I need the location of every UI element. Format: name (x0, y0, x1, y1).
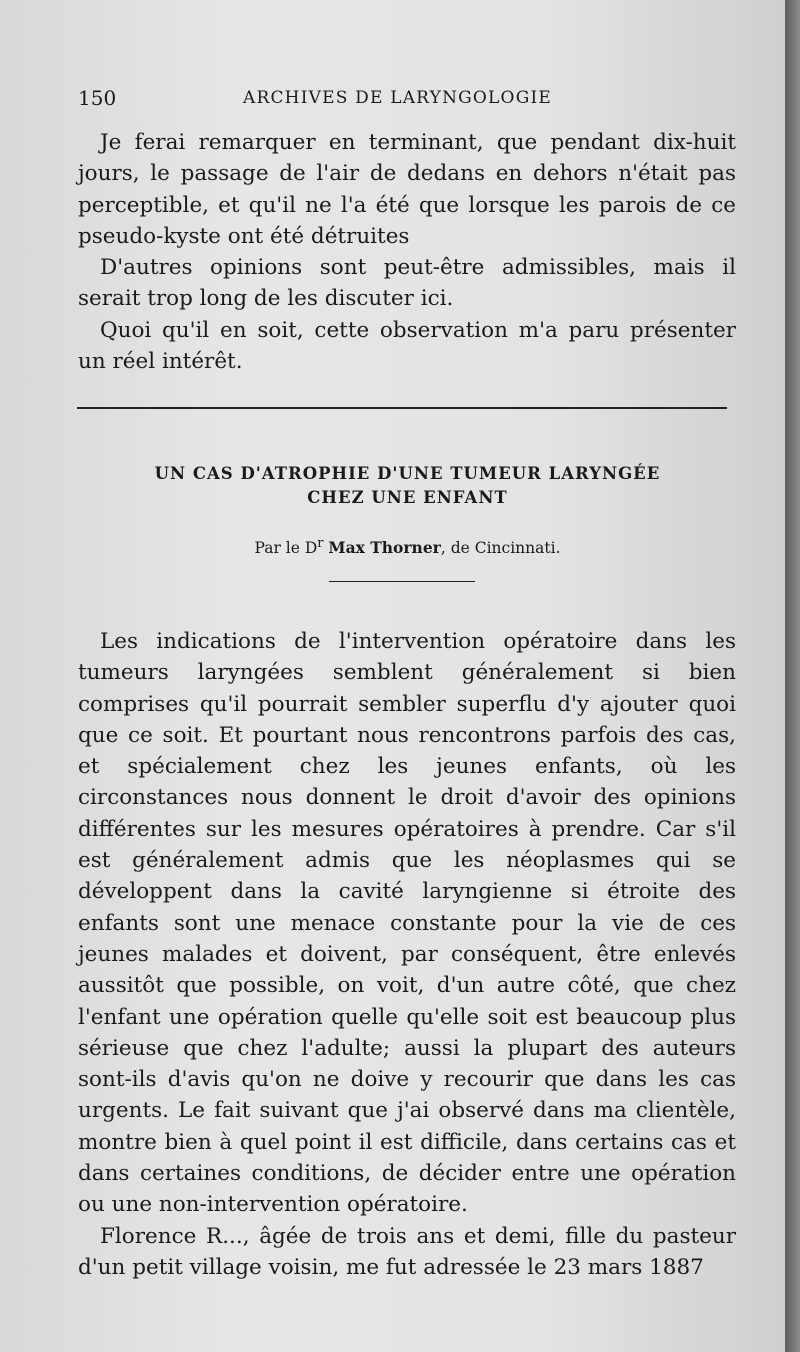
section-divider (77, 407, 727, 409)
article-title-line-2: CHEZ UNE ENFANT (307, 488, 508, 507)
journal-title: ARCHIVES DE LARYNGOLOGIE (243, 88, 552, 108)
article-title (80, 462, 735, 510)
paragraph: Quoi qu'il en soit, cette observation m'a paru présenter un réel intérêt. (78, 317, 736, 375)
page-number: 150 (78, 86, 117, 110)
running-head (78, 86, 728, 116)
paragraph: D'autres opinions sont peut-être admissibles, mais il serait trop long de les discuter ici. (78, 255, 736, 312)
byline-prefix: Par le D (254, 539, 318, 558)
paragraph: Florence R..., âgée de trois ans et demi, fille du pasteur d'un petit village voisin, me fut adressée le 23 mars 1887 (78, 1223, 736, 1280)
paragraph: Je ferai remarquer en terminant, que pendant dix-huit jours, le passage de l'air de dedans en dehors n'était pas perceptible, et qu'il ne l'a été que lorsque les parois de ce pseudo-kyste ont été détruites (78, 130, 736, 249)
byline (80, 536, 735, 557)
article-title-line-1: UN CAS D'ATROPHIE D'UNE TUMEUR LARYNGÉE (154, 464, 661, 483)
byline-superscript: r (317, 536, 324, 551)
author-name: Max Thorner (328, 538, 441, 558)
title-underline-rule (329, 581, 475, 582)
byline-affiliation: , de Cincinnati. (440, 539, 561, 558)
paragraph: Les indications de l'intervention opératoire dans les tumeurs laryngées semblent généralement si bien comprises qu'il pourrait sembler superflu d'y ajouter quoi que ce soit. Et pourtant nous rencontrons parfois des cas, et spécialement chez les jeunes enfants, où les circonstances nous donnent le droit d'avoir des opinions différentes sur les mesures opératoires à prendre. Car s'il est généralement admis que les néoplasmes qui se développent dans la cavité laryngienne si étroite des enfants sont une menace constante pour la vie de ces jeunes malades et doivent, par conséquent, être enlevés aussitôt que possible, on voit, d'un autre côté, que chez l'enfant une opération quelle qu'elle soit est beaucoup plus sérieuse que chez l'adulte; aussi la plupart des auteurs sont-ils d'avis qu'on ne doive y recourir que dans les cas urgents. Le fait suivant que j'ai observé dans ma clientèle, montre bien à quel point il est difficile, dans certains cas et dans certaines conditions, de décider entre une opération ou une non-intervention opératoire. (78, 629, 736, 1218)
previous-article-conclusion (78, 127, 736, 377)
page-gutter-shadow (785, 0, 800, 1352)
article-body (78, 626, 736, 1283)
